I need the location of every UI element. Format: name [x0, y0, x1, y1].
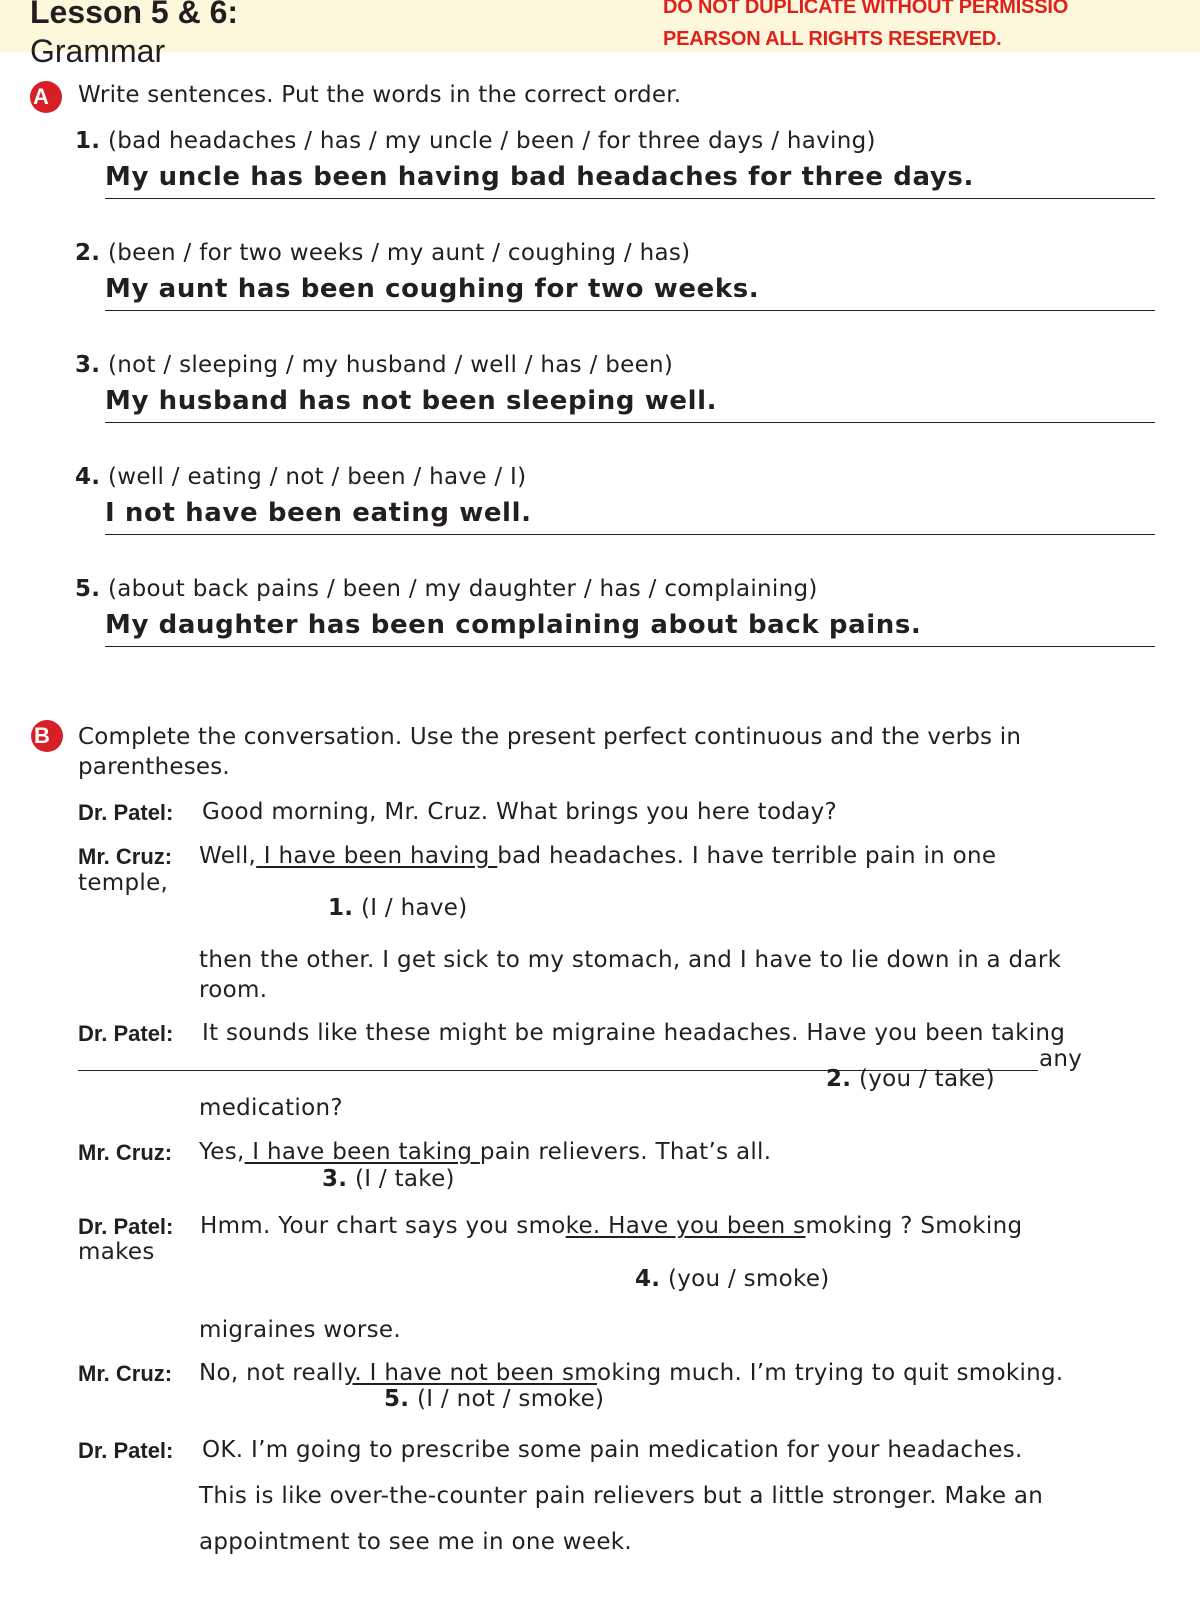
- answer-blank-3[interactable]: I have been taking: [244, 1139, 480, 1165]
- dialog-text-post: moking ? Smoking: [805, 1213, 1023, 1239]
- verb-cue-5: [384, 1386, 604, 1412]
- item-words: (about back pains / been / my daughter / has / complaining): [107, 576, 818, 602]
- answer-line: [105, 422, 1155, 423]
- exercise-item-2: [75, 240, 1155, 304]
- answer-line: [105, 310, 1155, 311]
- cue-number: 5.: [384, 1386, 410, 1412]
- exercise-item-3: [75, 352, 1155, 416]
- item-prompt: [75, 464, 1155, 490]
- speaker-dr-patel: Dr. Patel:: [78, 1214, 174, 1239]
- speaker-dr-patel: Dr. Patel:: [78, 1021, 174, 1046]
- dialog-line-1: Good morning, Mr. Cruz. What brings you here today?: [202, 799, 838, 825]
- cue-number: 2.: [826, 1066, 852, 1092]
- dialog-line-7-b: This is like over-the-counter pain relievers but a little stronger. Make an: [199, 1483, 1044, 1509]
- answer-line: [105, 534, 1155, 535]
- dialog-text-post: bad headaches. I have terrible pain in one: [497, 843, 997, 869]
- verb-cue-1: [328, 895, 468, 921]
- dialog-line-2-next: then the other. I get sick to my stomach, and I have to lie down in a dark: [199, 947, 1062, 973]
- section-a-badge: A: [30, 81, 62, 113]
- dialog-line-4: [199, 1139, 771, 1165]
- answer-blank-1[interactable]: I have been having: [256, 843, 498, 869]
- dialog-text-pre: No, not reall: [199, 1360, 344, 1386]
- cue-words: (you / take): [858, 1066, 995, 1092]
- copyright-notice-line1: DO NOT DUPLICATE WITHOUT PERMISSIO: [663, 0, 1069, 18]
- item-number: 3.: [75, 352, 101, 378]
- speaker-mr-cruz: Mr. Cruz:: [78, 844, 173, 869]
- item-answer[interactable]: My daughter has been complaining about back pains.: [105, 610, 922, 640]
- item-answer[interactable]: My uncle has been having bad headaches for three days.: [105, 162, 974, 192]
- dialog-text-post: oking much. I’m trying to quit smoking.: [597, 1360, 1064, 1386]
- item-prompt: [75, 576, 1155, 602]
- cue-number: 1.: [328, 895, 354, 921]
- dialog-line-3-any: any: [1039, 1046, 1083, 1072]
- answer-line: [105, 646, 1155, 647]
- dialog-line-5-end: migraines worse.: [199, 1317, 401, 1343]
- item-words: (bad headaches / has / my uncle / been / for three days / having): [107, 128, 876, 154]
- verb-cue-2: [826, 1066, 995, 1092]
- lesson-title: Lesson 5 & 6:: [30, 0, 239, 30]
- cue-number: 4.: [635, 1266, 661, 1292]
- dialog-text-pre: Hmm. Your chart says you smo: [200, 1213, 566, 1239]
- item-number: 2.: [75, 240, 101, 266]
- item-prompt: [75, 128, 1155, 154]
- dialog-line-3-end: medication?: [199, 1095, 343, 1121]
- section-b-instruction: Complete the conversation. Use the present perfect continuous and the verbs in parentheses.: [78, 724, 1022, 780]
- item-prompt: [75, 240, 1155, 266]
- dialog-text-post: pain relievers. That’s all.: [479, 1139, 772, 1165]
- speaker-mr-cruz: Mr. Cruz:: [78, 1140, 173, 1165]
- speaker-dr-patel: Dr. Patel:: [78, 1438, 174, 1463]
- dialog-text-pre: Well,: [199, 843, 257, 869]
- item-number: 5.: [75, 576, 101, 602]
- exercise-item-1: [75, 128, 1155, 192]
- item-answer[interactable]: My aunt has been coughing for two weeks.: [105, 274, 760, 304]
- section-a-instruction: Write sentences. Put the words in the correct order.: [78, 82, 682, 108]
- copyright-notice-line2: PEARSON ALL RIGHTS RESERVED.: [663, 28, 1002, 50]
- cue-number: 3.: [322, 1166, 348, 1192]
- dialog-line-2-cont: temple,: [78, 870, 169, 896]
- speaker-dr-patel: Dr. Patel:: [78, 800, 174, 825]
- item-prompt: [75, 352, 1155, 378]
- dialog-line-7-c: appointment to see me in one week.: [199, 1529, 633, 1555]
- item-words: (not / sleeping / my husband / well / has / been): [107, 352, 674, 378]
- lesson-subtitle: Grammar: [30, 33, 166, 69]
- item-answer[interactable]: I not have been eating well.: [105, 498, 532, 528]
- dialog-line-7: OK. I’m going to prescribe some pain medication for your headaches.: [202, 1437, 1023, 1463]
- dialog-line-2-end: room.: [199, 977, 268, 1003]
- item-number: 1.: [75, 128, 101, 154]
- cue-words: (I / not / smoke): [416, 1386, 605, 1412]
- dialog-line-5: [200, 1213, 1022, 1239]
- dialog-line-5-cont: makes: [78, 1239, 155, 1265]
- dialog-line-3: It sounds like these might be migraine headaches. Have you been taking: [202, 1020, 1066, 1046]
- dialog-line-6: [199, 1360, 1064, 1386]
- dialog-text-pre: Yes,: [199, 1139, 245, 1165]
- speaker-mr-cruz: Mr. Cruz:: [78, 1361, 173, 1386]
- item-answer[interactable]: My husband has not been sleeping well.: [105, 386, 718, 416]
- answer-line: [105, 198, 1155, 199]
- answer-blank-4[interactable]: ke. Have you been s: [565, 1213, 806, 1239]
- answer-blank-5[interactable]: y. I have not been sm: [343, 1360, 598, 1386]
- item-number: 4.: [75, 464, 101, 490]
- cue-words: (you / smoke): [667, 1266, 830, 1292]
- exercise-item-5: [75, 576, 1155, 640]
- item-words: (been / for two weeks / my aunt / coughing / has): [107, 240, 691, 266]
- dialog-line-2: [199, 843, 996, 869]
- item-words: (well / eating / not / been / have / I): [107, 464, 527, 490]
- verb-cue-3: [322, 1166, 455, 1192]
- cue-words: (I / have): [360, 895, 468, 921]
- section-b-badge: B: [31, 720, 63, 752]
- cue-words: (I / take): [354, 1166, 455, 1192]
- exercise-item-4: [75, 464, 1155, 528]
- verb-cue-4: [635, 1266, 830, 1292]
